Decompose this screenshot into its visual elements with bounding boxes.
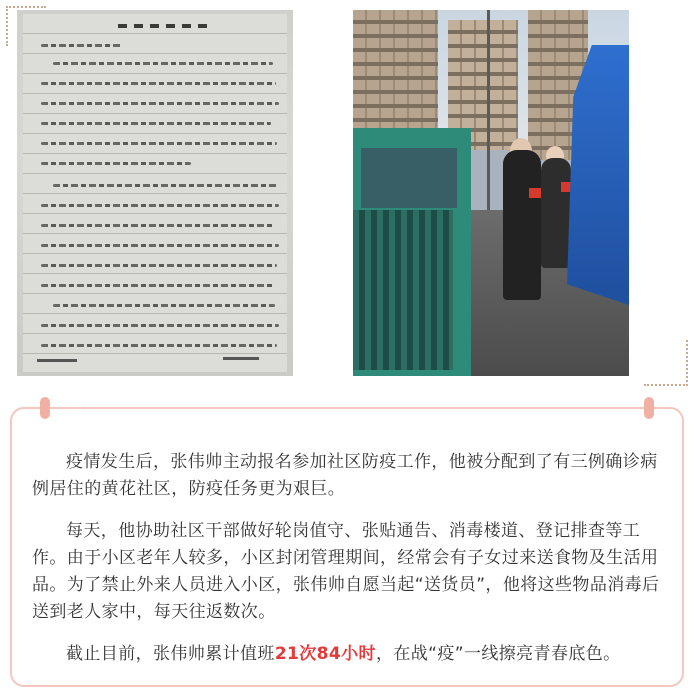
letter-line — [41, 162, 191, 165]
letter-line — [53, 304, 275, 307]
paragraph-3-start: 截止目前，张伟帅累计值班 — [66, 644, 275, 664]
letter-footer-code — [37, 359, 77, 362]
letter-line — [41, 204, 279, 207]
letter-line — [41, 224, 273, 227]
letter-line — [41, 344, 277, 347]
corner-decoration-right-h — [644, 380, 688, 386]
letter-line — [41, 122, 271, 125]
letter-title-scribble — [118, 24, 208, 28]
street-volunteer-photo — [353, 10, 629, 376]
paragraph-1: 疫情发生后，张伟帅主动报名参加社区防疫工作，他被分配到了有三例确诊病例居住的黄花社区，防疫任务更为艰巨。 — [32, 452, 658, 499]
pin-decoration-right — [644, 397, 654, 419]
letter-line — [41, 102, 279, 105]
utility-pole — [487, 10, 490, 210]
truck-bed — [353, 210, 453, 370]
article-body — [32, 449, 662, 683]
duty-count-highlight: 21次84小时 — [274, 644, 376, 664]
volunteer-figure — [503, 150, 541, 300]
letter-line — [41, 82, 276, 85]
letter-line — [53, 62, 273, 65]
letter-line — [41, 264, 277, 267]
handwritten-letter-photo — [17, 10, 293, 376]
letter-line — [41, 44, 121, 47]
letter-line — [41, 142, 277, 145]
letter-line — [41, 244, 279, 247]
letter-line — [53, 184, 278, 187]
paragraph-3 — [32, 641, 662, 668]
letter-line — [41, 324, 279, 327]
red-armband — [529, 188, 541, 198]
truck-window — [361, 148, 457, 208]
pin-decoration-left — [40, 397, 50, 419]
letter-line — [41, 284, 275, 287]
letter-paper — [23, 14, 287, 372]
paragraph-3-end: ，在战“疫”一线擦亮青春底色。 — [375, 644, 621, 664]
corner-decoration-right — [678, 340, 688, 382]
article-card — [10, 407, 684, 687]
letter-page-number — [223, 357, 259, 360]
paragraph-2: 每天，他协助社区干部做好轮岗值守、张贴通告、消毒楼道、登记排查等工作。由于小区老年人较多，小区封闭管理期间，经常会有子女过来送食物及生活用品。为了禁止外来人员进入小区，张伟帅自愿当起“送货员”，他将这些物品消毒后送到老人家中，每天往返数次。 — [32, 521, 660, 622]
volunteer-figure — [541, 158, 571, 268]
